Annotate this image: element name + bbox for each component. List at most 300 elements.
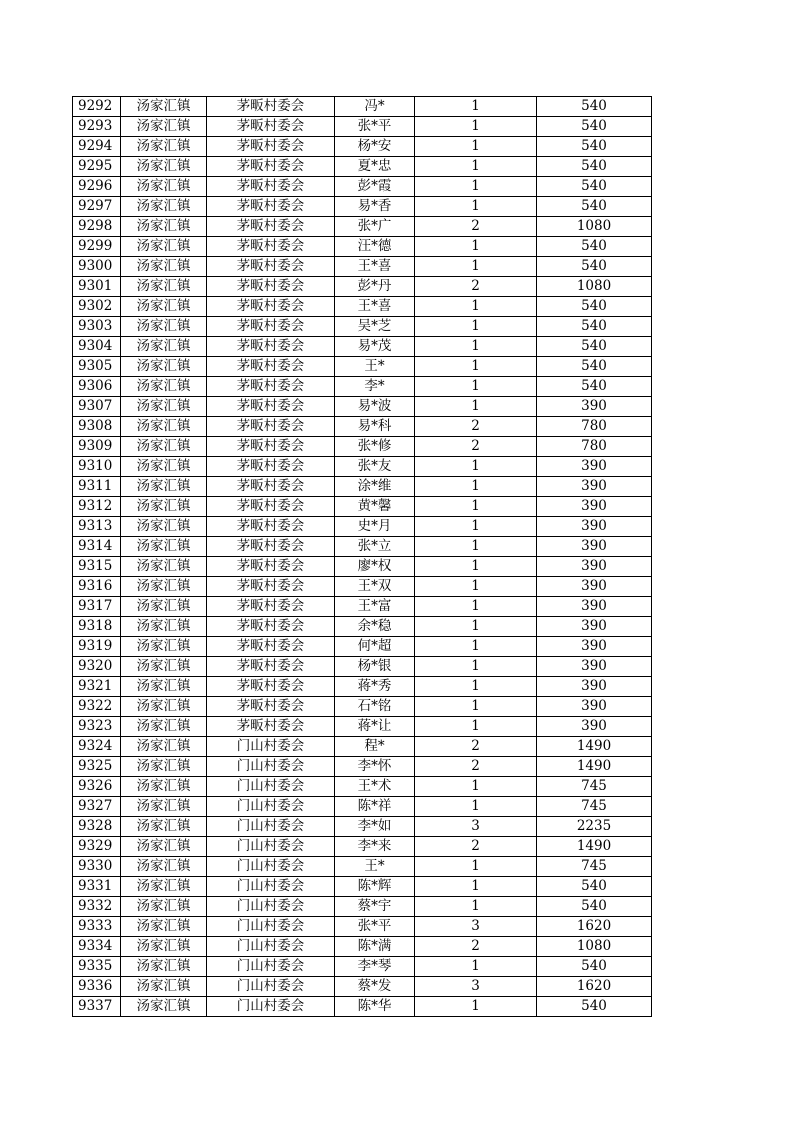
town-cell: 汤家汇镇 xyxy=(121,117,207,137)
village-committee-cell: 茅畈村委会 xyxy=(207,177,335,197)
village-committee-cell: 门山村委会 xyxy=(207,957,335,977)
village-committee-cell: 茅畈村委会 xyxy=(207,517,335,537)
town-cell: 汤家汇镇 xyxy=(121,297,207,317)
town-cell: 汤家汇镇 xyxy=(121,237,207,257)
row-number-cell: 9306 xyxy=(73,377,121,397)
name-cell: 张*友 xyxy=(335,457,415,477)
name-cell: 陈*满 xyxy=(335,937,415,957)
amount-cell: 540 xyxy=(537,877,652,897)
village-committee-cell: 茅畈村委会 xyxy=(207,97,335,117)
table-row xyxy=(73,917,652,937)
row-number-cell: 9317 xyxy=(73,597,121,617)
village-committee-cell: 茅畈村委会 xyxy=(207,557,335,577)
row-number-cell: 9337 xyxy=(73,997,121,1017)
count-cell: 1 xyxy=(415,997,537,1017)
name-cell: 冯* xyxy=(335,97,415,117)
town-cell: 汤家汇镇 xyxy=(121,637,207,657)
village-committee-cell: 门山村委会 xyxy=(207,917,335,937)
row-number-cell: 9297 xyxy=(73,197,121,217)
table-row xyxy=(73,217,652,237)
table-row xyxy=(73,297,652,317)
name-cell: 张*广 xyxy=(335,217,415,237)
amount-cell: 1620 xyxy=(537,917,652,937)
village-committee-cell: 门山村委会 xyxy=(207,817,335,837)
amount-cell: 780 xyxy=(537,417,652,437)
count-cell: 2 xyxy=(415,757,537,777)
amount-cell: 1080 xyxy=(537,937,652,957)
row-number-cell: 9313 xyxy=(73,517,121,537)
row-number-cell: 9318 xyxy=(73,617,121,637)
amount-cell: 390 xyxy=(537,477,652,497)
table-row xyxy=(73,177,652,197)
row-number-cell: 9305 xyxy=(73,357,121,377)
row-number-cell: 9304 xyxy=(73,337,121,357)
table-row xyxy=(73,517,652,537)
count-cell: 1 xyxy=(415,857,537,877)
amount-cell: 540 xyxy=(537,257,652,277)
town-cell: 汤家汇镇 xyxy=(121,737,207,757)
count-cell: 1 xyxy=(415,357,537,377)
count-cell: 2 xyxy=(415,737,537,757)
amount-cell: 540 xyxy=(537,157,652,177)
town-cell: 汤家汇镇 xyxy=(121,457,207,477)
count-cell: 1 xyxy=(415,657,537,677)
count-cell: 1 xyxy=(415,317,537,337)
row-number-cell: 9320 xyxy=(73,657,121,677)
town-cell: 汤家汇镇 xyxy=(121,517,207,537)
village-committee-cell: 茅畈村委会 xyxy=(207,137,335,157)
table-row xyxy=(73,97,652,117)
row-number-cell: 9311 xyxy=(73,477,121,497)
town-cell: 汤家汇镇 xyxy=(121,97,207,117)
count-cell: 1 xyxy=(415,117,537,137)
name-cell: 蔡*宇 xyxy=(335,897,415,917)
row-number-cell: 9322 xyxy=(73,697,121,717)
row-number-cell: 9325 xyxy=(73,757,121,777)
table-row xyxy=(73,877,652,897)
table-row xyxy=(73,377,652,397)
count-cell: 1 xyxy=(415,137,537,157)
count-cell: 2 xyxy=(415,437,537,457)
name-cell: 黄*馨 xyxy=(335,497,415,517)
village-committee-cell: 茅畈村委会 xyxy=(207,677,335,697)
count-cell: 1 xyxy=(415,537,537,557)
name-cell: 易*科 xyxy=(335,417,415,437)
village-committee-cell: 茅畈村委会 xyxy=(207,197,335,217)
amount-cell: 540 xyxy=(537,357,652,377)
name-cell: 易*茂 xyxy=(335,337,415,357)
count-cell: 1 xyxy=(415,797,537,817)
table-row xyxy=(73,457,652,477)
table-row xyxy=(73,357,652,377)
town-cell: 汤家汇镇 xyxy=(121,357,207,377)
row-number-cell: 9307 xyxy=(73,397,121,417)
data-table xyxy=(72,96,652,1017)
row-number-cell: 9294 xyxy=(73,137,121,157)
count-cell: 1 xyxy=(415,497,537,517)
row-number-cell: 9302 xyxy=(73,297,121,317)
table-row xyxy=(73,117,652,137)
village-committee-cell: 茅畈村委会 xyxy=(207,217,335,237)
village-committee-cell: 茅畈村委会 xyxy=(207,457,335,477)
name-cell: 张*立 xyxy=(335,537,415,557)
name-cell: 张*平 xyxy=(335,117,415,137)
amount-cell: 540 xyxy=(537,337,652,357)
row-number-cell: 9321 xyxy=(73,677,121,697)
table-row xyxy=(73,157,652,177)
table-row xyxy=(73,557,652,577)
town-cell: 汤家汇镇 xyxy=(121,317,207,337)
name-cell: 易*香 xyxy=(335,197,415,217)
table-row xyxy=(73,937,652,957)
amount-cell: 1080 xyxy=(537,217,652,237)
name-cell: 陈*辉 xyxy=(335,877,415,897)
count-cell: 1 xyxy=(415,617,537,637)
town-cell: 汤家汇镇 xyxy=(121,937,207,957)
table-row xyxy=(73,257,652,277)
village-committee-cell: 茅畈村委会 xyxy=(207,157,335,177)
table-row xyxy=(73,277,652,297)
name-cell: 何*超 xyxy=(335,637,415,657)
table-row xyxy=(73,977,652,997)
town-cell: 汤家汇镇 xyxy=(121,197,207,217)
town-cell: 汤家汇镇 xyxy=(121,557,207,577)
row-number-cell: 9331 xyxy=(73,877,121,897)
table-row xyxy=(73,897,652,917)
count-cell: 2 xyxy=(415,277,537,297)
count-cell: 3 xyxy=(415,977,537,997)
name-cell: 史*月 xyxy=(335,517,415,537)
town-cell: 汤家汇镇 xyxy=(121,257,207,277)
count-cell: 1 xyxy=(415,297,537,317)
name-cell: 王* xyxy=(335,857,415,877)
amount-cell: 540 xyxy=(537,897,652,917)
count-cell: 1 xyxy=(415,557,537,577)
row-number-cell: 9315 xyxy=(73,557,121,577)
name-cell: 余*稳 xyxy=(335,617,415,637)
amount-cell: 1080 xyxy=(537,277,652,297)
table-row xyxy=(73,497,652,517)
count-cell: 2 xyxy=(415,417,537,437)
town-cell: 汤家汇镇 xyxy=(121,537,207,557)
village-committee-cell: 茅畈村委会 xyxy=(207,497,335,517)
name-cell: 王*喜 xyxy=(335,297,415,317)
town-cell: 汤家汇镇 xyxy=(121,597,207,617)
name-cell: 石*铭 xyxy=(335,697,415,717)
amount-cell: 1490 xyxy=(537,757,652,777)
row-number-cell: 9299 xyxy=(73,237,121,257)
row-number-cell: 9296 xyxy=(73,177,121,197)
town-cell: 汤家汇镇 xyxy=(121,917,207,937)
amount-cell: 390 xyxy=(537,637,652,657)
table-row xyxy=(73,777,652,797)
town-cell: 汤家汇镇 xyxy=(121,477,207,497)
row-number-cell: 9300 xyxy=(73,257,121,277)
village-committee-cell: 茅畈村委会 xyxy=(207,257,335,277)
town-cell: 汤家汇镇 xyxy=(121,677,207,697)
name-cell: 杨*银 xyxy=(335,657,415,677)
name-cell: 李* xyxy=(335,377,415,397)
row-number-cell: 9298 xyxy=(73,217,121,237)
name-cell: 王*喜 xyxy=(335,257,415,277)
town-cell: 汤家汇镇 xyxy=(121,137,207,157)
row-number-cell: 9323 xyxy=(73,717,121,737)
amount-cell: 540 xyxy=(537,97,652,117)
town-cell: 汤家汇镇 xyxy=(121,817,207,837)
town-cell: 汤家汇镇 xyxy=(121,977,207,997)
village-committee-cell: 茅畈村委会 xyxy=(207,657,335,677)
row-number-cell: 9316 xyxy=(73,577,121,597)
count-cell: 1 xyxy=(415,97,537,117)
town-cell: 汤家汇镇 xyxy=(121,837,207,857)
count-cell: 1 xyxy=(415,397,537,417)
row-number-cell: 9319 xyxy=(73,637,121,657)
count-cell: 1 xyxy=(415,597,537,617)
row-number-cell: 9329 xyxy=(73,837,121,857)
count-cell: 1 xyxy=(415,637,537,657)
table-row xyxy=(73,957,652,977)
table-row xyxy=(73,837,652,857)
name-cell: 蔡*发 xyxy=(335,977,415,997)
count-cell: 1 xyxy=(415,877,537,897)
count-cell: 1 xyxy=(415,517,537,537)
table-row xyxy=(73,817,652,837)
name-cell: 涂*维 xyxy=(335,477,415,497)
row-number-cell: 9310 xyxy=(73,457,121,477)
town-cell: 汤家汇镇 xyxy=(121,617,207,637)
count-cell: 1 xyxy=(415,577,537,597)
table-row xyxy=(73,997,652,1017)
table-row xyxy=(73,317,652,337)
town-cell: 汤家汇镇 xyxy=(121,777,207,797)
town-cell: 汤家汇镇 xyxy=(121,717,207,737)
town-cell: 汤家汇镇 xyxy=(121,877,207,897)
count-cell: 1 xyxy=(415,777,537,797)
table-row xyxy=(73,857,652,877)
name-cell: 蒋*让 xyxy=(335,717,415,737)
table-row xyxy=(73,537,652,557)
village-committee-cell: 茅畈村委会 xyxy=(207,357,335,377)
name-cell: 彭*丹 xyxy=(335,277,415,297)
town-cell: 汤家汇镇 xyxy=(121,277,207,297)
row-number-cell: 9295 xyxy=(73,157,121,177)
name-cell: 李*怀 xyxy=(335,757,415,777)
village-committee-cell: 门山村委会 xyxy=(207,777,335,797)
count-cell: 2 xyxy=(415,937,537,957)
town-cell: 汤家汇镇 xyxy=(121,217,207,237)
village-committee-cell: 茅畈村委会 xyxy=(207,537,335,557)
village-committee-cell: 茅畈村委会 xyxy=(207,617,335,637)
village-committee-cell: 茅畈村委会 xyxy=(207,297,335,317)
table-row xyxy=(73,797,652,817)
town-cell: 汤家汇镇 xyxy=(121,897,207,917)
name-cell: 廖*权 xyxy=(335,557,415,577)
amount-cell: 390 xyxy=(537,497,652,517)
village-committee-cell: 门山村委会 xyxy=(207,837,335,857)
amount-cell: 540 xyxy=(537,377,652,397)
name-cell: 王*富 xyxy=(335,597,415,617)
count-cell: 2 xyxy=(415,837,537,857)
town-cell: 汤家汇镇 xyxy=(121,437,207,457)
count-cell: 1 xyxy=(415,197,537,217)
row-number-cell: 9335 xyxy=(73,957,121,977)
count-cell: 1 xyxy=(415,237,537,257)
row-number-cell: 9292 xyxy=(73,97,121,117)
amount-cell: 540 xyxy=(537,997,652,1017)
amount-cell: 390 xyxy=(537,537,652,557)
name-cell: 张*修 xyxy=(335,437,415,457)
table-row xyxy=(73,657,652,677)
amount-cell: 390 xyxy=(537,617,652,637)
row-number-cell: 9309 xyxy=(73,437,121,457)
table-row xyxy=(73,197,652,217)
amount-cell: 1490 xyxy=(537,837,652,857)
row-number-cell: 9333 xyxy=(73,917,121,937)
count-cell: 2 xyxy=(415,217,537,237)
village-committee-cell: 茅畈村委会 xyxy=(207,237,335,257)
name-cell: 汪*德 xyxy=(335,237,415,257)
village-committee-cell: 茅畈村委会 xyxy=(207,697,335,717)
town-cell: 汤家汇镇 xyxy=(121,997,207,1017)
count-cell: 1 xyxy=(415,957,537,977)
count-cell: 1 xyxy=(415,697,537,717)
name-cell: 陈*华 xyxy=(335,997,415,1017)
amount-cell: 390 xyxy=(537,677,652,697)
village-committee-cell: 门山村委会 xyxy=(207,997,335,1017)
table-row xyxy=(73,717,652,737)
table-row xyxy=(73,737,652,757)
count-cell: 1 xyxy=(415,717,537,737)
town-cell: 汤家汇镇 xyxy=(121,757,207,777)
village-committee-cell: 茅畈村委会 xyxy=(207,397,335,417)
count-cell: 1 xyxy=(415,477,537,497)
count-cell: 1 xyxy=(415,457,537,477)
name-cell: 王*双 xyxy=(335,577,415,597)
table-row xyxy=(73,577,652,597)
village-committee-cell: 门山村委会 xyxy=(207,977,335,997)
count-cell: 1 xyxy=(415,257,537,277)
village-committee-cell: 茅畈村委会 xyxy=(207,377,335,397)
table-row xyxy=(73,677,652,697)
town-cell: 汤家汇镇 xyxy=(121,177,207,197)
amount-cell: 390 xyxy=(537,657,652,677)
count-cell: 3 xyxy=(415,817,537,837)
row-number-cell: 9312 xyxy=(73,497,121,517)
count-cell: 1 xyxy=(415,897,537,917)
village-committee-cell: 茅畈村委会 xyxy=(207,317,335,337)
name-cell: 杨*安 xyxy=(335,137,415,157)
town-cell: 汤家汇镇 xyxy=(121,157,207,177)
name-cell: 张*平 xyxy=(335,917,415,937)
row-number-cell: 9324 xyxy=(73,737,121,757)
amount-cell: 390 xyxy=(537,717,652,737)
town-cell: 汤家汇镇 xyxy=(121,337,207,357)
town-cell: 汤家汇镇 xyxy=(121,397,207,417)
row-number-cell: 9326 xyxy=(73,777,121,797)
table-row xyxy=(73,137,652,157)
amount-cell: 2235 xyxy=(537,817,652,837)
amount-cell: 540 xyxy=(537,317,652,337)
row-number-cell: 9330 xyxy=(73,857,121,877)
amount-cell: 540 xyxy=(537,197,652,217)
town-cell: 汤家汇镇 xyxy=(121,697,207,717)
table-row xyxy=(73,757,652,777)
amount-cell: 1620 xyxy=(537,977,652,997)
amount-cell: 390 xyxy=(537,397,652,417)
name-cell: 李*如 xyxy=(335,817,415,837)
village-committee-cell: 茅畈村委会 xyxy=(207,637,335,657)
row-number-cell: 9336 xyxy=(73,977,121,997)
amount-cell: 540 xyxy=(537,177,652,197)
name-cell: 王*术 xyxy=(335,777,415,797)
town-cell: 汤家汇镇 xyxy=(121,657,207,677)
amount-cell: 540 xyxy=(537,237,652,257)
amount-cell: 745 xyxy=(537,777,652,797)
amount-cell: 540 xyxy=(537,137,652,157)
table-row xyxy=(73,637,652,657)
amount-cell: 390 xyxy=(537,577,652,597)
town-cell: 汤家汇镇 xyxy=(121,797,207,817)
name-cell: 蒋*秀 xyxy=(335,677,415,697)
table-row xyxy=(73,397,652,417)
name-cell: 李*琴 xyxy=(335,957,415,977)
row-number-cell: 9332 xyxy=(73,897,121,917)
name-cell: 吴*芝 xyxy=(335,317,415,337)
table-body xyxy=(73,97,652,1017)
village-committee-cell: 茅畈村委会 xyxy=(207,477,335,497)
count-cell: 1 xyxy=(415,337,537,357)
village-committee-cell: 茅畈村委会 xyxy=(207,437,335,457)
name-cell: 李*来 xyxy=(335,837,415,857)
count-cell: 1 xyxy=(415,157,537,177)
amount-cell: 390 xyxy=(537,517,652,537)
amount-cell: 540 xyxy=(537,297,652,317)
row-number-cell: 9293 xyxy=(73,117,121,137)
town-cell: 汤家汇镇 xyxy=(121,577,207,597)
town-cell: 汤家汇镇 xyxy=(121,957,207,977)
village-committee-cell: 茅畈村委会 xyxy=(207,417,335,437)
amount-cell: 780 xyxy=(537,437,652,457)
village-committee-cell: 茅畈村委会 xyxy=(207,597,335,617)
row-number-cell: 9301 xyxy=(73,277,121,297)
name-cell: 彭*霞 xyxy=(335,177,415,197)
village-committee-cell: 茅畈村委会 xyxy=(207,277,335,297)
name-cell: 夏*忠 xyxy=(335,157,415,177)
row-number-cell: 9327 xyxy=(73,797,121,817)
name-cell: 王* xyxy=(335,357,415,377)
count-cell: 1 xyxy=(415,177,537,197)
village-committee-cell: 门山村委会 xyxy=(207,797,335,817)
village-committee-cell: 茅畈村委会 xyxy=(207,717,335,737)
table-row xyxy=(73,697,652,717)
row-number-cell: 9303 xyxy=(73,317,121,337)
name-cell: 程* xyxy=(335,737,415,757)
row-number-cell: 9334 xyxy=(73,937,121,957)
table-row xyxy=(73,617,652,637)
village-committee-cell: 门山村委会 xyxy=(207,737,335,757)
amount-cell: 390 xyxy=(537,697,652,717)
village-committee-cell: 门山村委会 xyxy=(207,897,335,917)
amount-cell: 745 xyxy=(537,857,652,877)
row-number-cell: 9328 xyxy=(73,817,121,837)
name-cell: 易*波 xyxy=(335,397,415,417)
amount-cell: 390 xyxy=(537,597,652,617)
village-committee-cell: 茅畈村委会 xyxy=(207,337,335,357)
amount-cell: 540 xyxy=(537,117,652,137)
town-cell: 汤家汇镇 xyxy=(121,417,207,437)
amount-cell: 390 xyxy=(537,557,652,577)
table-row xyxy=(73,437,652,457)
